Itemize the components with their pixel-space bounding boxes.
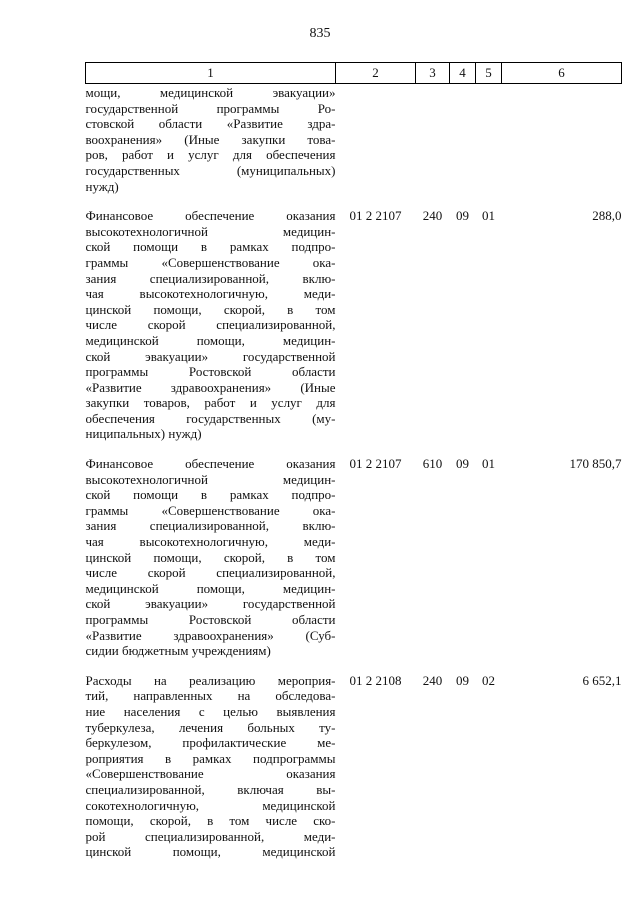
desc-line: мощи, медицинской эвакуации» xyxy=(85,85,336,100)
row-vr: 610 xyxy=(422,456,443,472)
row-rz: 09 xyxy=(456,456,469,472)
row-pr: 02 xyxy=(482,672,495,688)
desc-line: ние населения с целью выявления xyxy=(85,703,336,719)
desc-line: ской помощи в рамках подпро- xyxy=(85,239,336,255)
table-row xyxy=(86,659,622,860)
col-header-description: 1 xyxy=(86,63,336,84)
row-pr: 01 xyxy=(482,208,495,224)
row-code: 01 2 2107 xyxy=(349,456,402,472)
desc-line: обеспечения государственных (му- xyxy=(85,410,336,426)
row-description xyxy=(86,84,336,195)
table-row xyxy=(86,442,622,659)
row-code: 01 2 2108 xyxy=(349,672,402,688)
desc-line: специализированной, включая вы- xyxy=(85,781,336,797)
row-amount: 170 850,7 xyxy=(569,456,622,472)
desc-line: зания специализированной, вклю- xyxy=(85,270,336,286)
desc-line: закупки товаров, работ и услуг для xyxy=(85,395,336,411)
desc-line: «Развитие здравоохранения» (Иные xyxy=(85,379,336,395)
row-vr xyxy=(416,84,450,195)
desc-line: программы Ростовской области xyxy=(85,612,336,627)
desc-line: чая высокотехнологичную, меди- xyxy=(85,286,336,302)
row-pr xyxy=(476,84,502,195)
desc-line: стовской области «Развитие здра- xyxy=(85,116,336,132)
desc-line: высокотехнологичной медицин- xyxy=(85,223,336,239)
desc-line: медицинской помощи, медицин- xyxy=(85,580,336,596)
desc-line: программы Ростовской области xyxy=(85,364,336,380)
desc-line: воохранения» (Иные закупки това- xyxy=(85,131,336,147)
row-rz xyxy=(450,84,476,195)
row-rz: 09 xyxy=(456,672,469,688)
desc-line: Расходы на реализацию мероприя- xyxy=(85,672,336,688)
desc-line: цинской помощи, медицинской xyxy=(85,844,336,860)
desc-line: беркулезом, профилактические ме- xyxy=(85,735,336,751)
row-pr: 01 xyxy=(482,456,495,472)
desc-line: тий, направленных на обследова- xyxy=(85,688,336,704)
desc-line: государственных (муниципальных) xyxy=(85,162,336,178)
desc-line: «Совершенствование оказания xyxy=(85,766,336,782)
desc-line: сидии бюджетным учреждениям) xyxy=(85,643,271,659)
desc-line: цинской помощи, скорой, в том xyxy=(85,301,336,317)
row-vr: 240 xyxy=(422,208,443,224)
desc-line: ров, работ и услуг для обеспечения xyxy=(85,147,336,163)
table-row xyxy=(86,84,622,195)
desc-line: государственной программы Ро- xyxy=(85,100,336,116)
row-amount xyxy=(502,84,622,195)
col-header-amount: 6 xyxy=(502,63,622,84)
row-rz: 09 xyxy=(456,208,469,224)
desc-line: ской помощи в рамках подпро- xyxy=(85,487,336,503)
desc-line: граммы «Совершенствование ока- xyxy=(85,254,336,270)
desc-line: ской эвакуации» государственной xyxy=(85,348,336,364)
desc-line: высокотехнологичной медицин- xyxy=(85,471,336,487)
budget-table xyxy=(85,62,622,860)
desc-line: зания специализированной, вклю- xyxy=(85,518,336,534)
row-vr: 240 xyxy=(422,672,443,688)
row-description xyxy=(86,194,336,442)
desc-line: цинской помощи, скорой, в том xyxy=(85,549,336,565)
page-number: 835 xyxy=(309,26,331,41)
desc-line: сокотехнологичную, медицинской xyxy=(85,797,336,813)
desc-line: туберкулеза, лечения больных ту- xyxy=(85,719,336,735)
desc-line: чая высокотехнологичную, меди- xyxy=(85,534,336,550)
row-code: 01 2 2107 xyxy=(349,208,402,224)
desc-line: ской эвакуации» государственной xyxy=(85,596,336,612)
row-amount: 6 652,1 xyxy=(582,672,622,688)
desc-line: Финансовое обеспечение оказания xyxy=(85,456,336,472)
desc-line: граммы «Совершенствование ока- xyxy=(85,502,336,518)
col-header-rz: 4 xyxy=(450,63,476,84)
desc-line: Финансовое обеспечение оказания xyxy=(85,208,336,224)
desc-line: рой специализированной, меди- xyxy=(85,828,336,844)
desc-line: роприятия в рамках подпрограммы xyxy=(85,750,336,766)
desc-line: медицинской помощи, медицин- xyxy=(85,332,336,348)
row-amount: 288,0 xyxy=(592,208,622,224)
desc-line: ниципальных) нужд) xyxy=(85,426,202,442)
row-description xyxy=(86,659,336,860)
desc-line: числе скорой специализированной, xyxy=(85,565,336,581)
header-row xyxy=(86,63,622,84)
row-description xyxy=(86,442,336,659)
table-row xyxy=(86,194,622,442)
desc-line: нужд) xyxy=(85,178,119,194)
desc-line: «Развитие здравоохранения» (Суб- xyxy=(85,627,336,643)
col-header-vr: 3 xyxy=(416,63,450,84)
row-code xyxy=(336,84,416,195)
col-header-code: 2 xyxy=(336,63,416,84)
desc-line: помощи, скорой, в том числе ско- xyxy=(85,813,336,829)
desc-line: числе скорой специализированной, xyxy=(85,317,336,333)
col-header-pr: 5 xyxy=(476,63,502,84)
